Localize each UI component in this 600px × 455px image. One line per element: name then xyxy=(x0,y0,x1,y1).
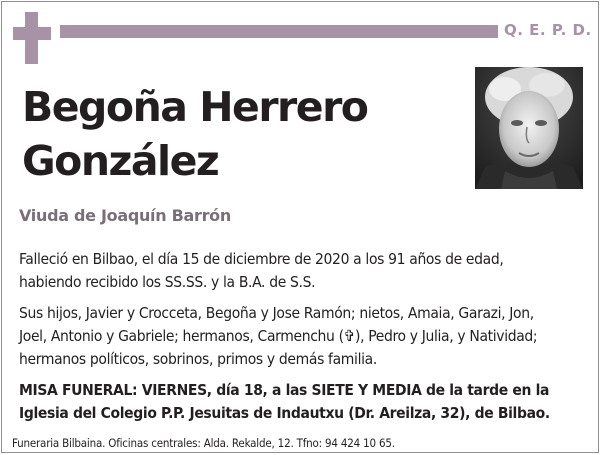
family-line: hermanos políticos, sobrinos, primos y demás familia. xyxy=(19,350,377,368)
family-line: Sus hijos, Javier y Crocceta, Begoña y Jose Ramón; nietos, Amaia, Garazi, Jon, xyxy=(19,304,534,322)
death-line: Falleció en Bilbao, el día 15 de diciembre de 2020 a los 91 años de edad, xyxy=(19,250,504,268)
death-line: habiendo recibido los SS.SS. y la B.A. de S.S. xyxy=(19,273,316,291)
subtitle-widow: Viuda de Joaquín Barrón xyxy=(19,206,231,225)
obituary-card xyxy=(1,1,599,453)
funeral-paragraph xyxy=(19,379,591,425)
deceased-photo xyxy=(475,67,583,189)
deceased-name xyxy=(22,80,442,188)
funeral-line: MISA FUNERAL: VIERNES, día 18, a las SIETE Y MEDIA de la tarde en la xyxy=(19,381,550,399)
header-bar xyxy=(60,25,498,38)
deceased-name-line2: González xyxy=(22,137,219,185)
family-paragraph xyxy=(19,302,591,371)
family-line: Joel, Antonio y Gabriele; hermanos, Carmenchu (✞), Pedro y Julia, y Natividad; xyxy=(19,327,538,345)
funeral-home-footer: Funeraria Bilbaina. Oficinas centrales: Alda. Rekalde, 12. Tfno: 94 424 10 65. xyxy=(12,436,395,450)
cross-icon xyxy=(13,12,51,64)
death-paragraph xyxy=(19,248,591,294)
deceased-name-line1: Begoña Herrero xyxy=(22,83,368,131)
funeral-line: Iglesia del Colegio P.P. Jesuitas de Indautxu (Dr. Areilza, 32), de Bilbao. xyxy=(19,404,550,422)
qepd-label: Q. E. P. D. xyxy=(504,21,592,39)
